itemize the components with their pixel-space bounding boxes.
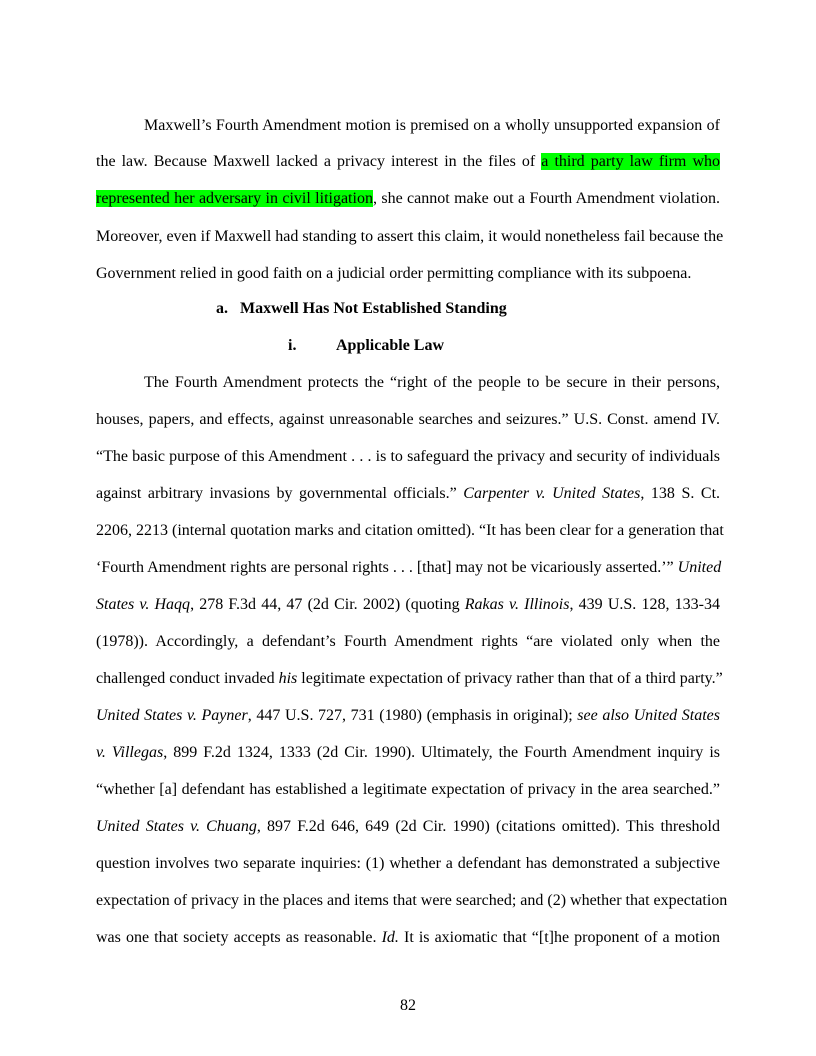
paragraph-2-line-11: v. Villegas, 899 F.2d 1324, 1333 (2d Cir. 1990). Ultimately, the Fourth Amendment inquiry is — [96, 744, 720, 761]
paragraph-2-line-7: States v. Haqq, 278 F.3d 44, 47 (2d Cir. 2002) (quoting Rakas v. Illinois, 439 U.S. 128, 133-34 — [96, 596, 720, 613]
subsection-heading-i: Applicable Law — [336, 337, 445, 354]
paragraph-2-line-5: 2206, 2213 (internal quotation marks and citation omitted). “It has been clear for a generation that — [96, 522, 724, 539]
paragraph-2-line-1: The Fourth Amendment protects the “right of the people to be secure in their persons, — [144, 374, 720, 391]
subsection-heading-i-label: i. — [288, 337, 297, 354]
section-heading-a: Maxwell Has Not Established Standing — [240, 300, 507, 317]
highlighted-text: represented her adversary in civil litigation — [96, 190, 373, 207]
paragraph-2-line-4: against arbitrary invasions by governmental officials.” Carpenter v. United States, 138 S. Ct. — [96, 485, 721, 502]
paragraph-1-line-5: Government relied in good faith on a judicial order permitting compliance with its subpoena. — [96, 265, 692, 282]
paragraph-1-line-4: Moreover, even if Maxwell had standing to assert this claim, it would nonetheless fail because the — [96, 228, 724, 245]
section-heading-a-label: a. — [216, 300, 228, 317]
paragraph-2-line-6: ‘Fourth Amendment rights are personal rights . . . [that] may not be vicariously asserted.’” United — [96, 559, 722, 576]
paragraph-2-line-13: United States v. Chuang, 897 F.2d 646, 649 (2d Cir. 1990) (citations omitted). This threshold — [96, 818, 720, 835]
paragraph-2-line-2: houses, papers, and effects, against unreasonable searches and seizures.” U.S. Const. amend IV. — [96, 411, 720, 428]
highlighted-text: a third party law firm who — [541, 153, 720, 170]
paragraph-2-line-14: question involves two separate inquiries: (1) whether a defendant has demonstrated a subjective — [96, 855, 720, 872]
paragraph-2-line-12: “whether [a] defendant has established a legitimate expectation of privacy in the area searched.” — [96, 781, 720, 798]
paragraph-2-line-10: United States v. Payner, 447 U.S. 727, 731 (1980) (emphasis in original); see also United States — [96, 707, 721, 724]
paragraph-2-line-9: challenged conduct invaded his legitimate expectation of privacy rather than that of a third party.” — [96, 670, 723, 687]
paragraph-1-line-1: Maxwell’s Fourth Amendment motion is premised on a wholly unsupported expansion of — [144, 117, 720, 134]
paragraph-2-line-16: was one that society accepts as reasonable. Id. It is axiomatic that “[t]he proponent of a motion — [96, 929, 721, 946]
page-number: 82 — [400, 997, 416, 1014]
paragraph-2-line-8: (1978)). Accordingly, a defendant’s Fourth Amendment rights “are violated only when the — [96, 633, 720, 650]
paragraph-2-line-3: “The basic purpose of this Amendment . . . is to safeguard the privacy and security of individuals — [96, 448, 720, 465]
paragraph-1-line-3: represented her adversary in civil litigation, she cannot make out a Fourth Amendment violation. — [96, 190, 720, 207]
paragraph-2-line-15: expectation of privacy in the places and items that were searched; and (2) whether that expectation — [96, 892, 728, 909]
paragraph-1-line-2: the law. Because Maxwell lacked a privacy interest in the files of a third party law firm who — [96, 153, 720, 170]
